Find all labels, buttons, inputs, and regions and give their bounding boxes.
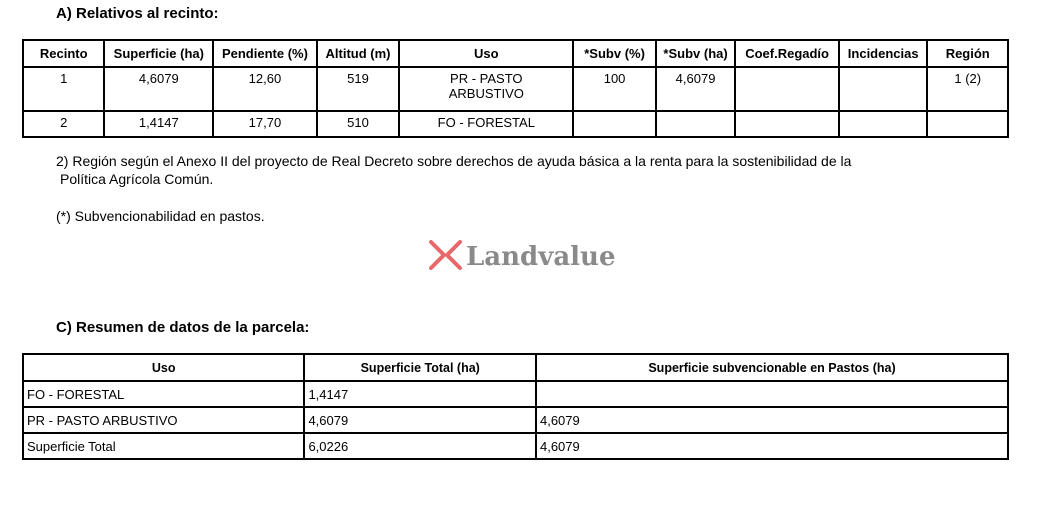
cell-subv-ha: 4,6079: [657, 68, 734, 110]
cell-region: [928, 112, 1007, 136]
cell-superficie-pastos: [537, 382, 1007, 406]
cell-incidencias: [840, 68, 927, 110]
cell-uso-line1: PR - PASTO: [450, 71, 523, 86]
header-altitud: Altitud (m): [318, 41, 399, 66]
cell-incidencias: [840, 112, 927, 136]
cell-altitud: 519: [318, 68, 399, 110]
region-note-line1: 2) Región según el Anexo II del proyecto de Real Decreto sobre derechos de ayuda básica a la renta para la sostenibilidad de la: [56, 153, 852, 169]
cell-pendiente: 17,70: [214, 112, 316, 136]
cell-superficie: 1,4147: [105, 112, 212, 136]
svg-text:Landvalue: Landvalue: [466, 242, 616, 272]
header-superficie-pastos: Superficie subvencionable en Pastos (ha): [537, 355, 1007, 380]
table-row: [24, 434, 1007, 458]
summary-table: [22, 353, 1009, 460]
subv-note: (*) Subvencionabilidad en pastos.: [56, 208, 265, 224]
table-row: [24, 382, 1007, 406]
recinto-table: [22, 39, 1009, 138]
header-uso: Uso: [400, 41, 572, 66]
header-recinto: Recinto: [24, 41, 103, 66]
header-pendiente: Pendiente (%): [214, 41, 316, 66]
cell-uso: FO - FORESTAL: [400, 112, 572, 136]
region-note: [56, 152, 946, 188]
cell-superficie-pastos: 4,6079: [537, 408, 1007, 432]
section-c-title: C) Resumen de datos de la parcela:: [56, 319, 310, 336]
landvalue-logo-icon: [427, 236, 637, 276]
header-incidencias: Incidencias: [840, 41, 927, 66]
cell-superficie-pastos: 4,6079: [537, 434, 1007, 458]
header-superficie: Superficie (ha): [105, 41, 212, 66]
cell-superficie-total: 6,0226: [305, 434, 535, 458]
cell-uso: PR - PASTO ARBUSTIVO: [24, 408, 303, 432]
cell-superficie-total: 4,6079: [305, 408, 535, 432]
header-region: Región: [928, 41, 1007, 66]
section-a-title: A) Relativos al recinto:: [56, 5, 219, 22]
table-header-row: [24, 355, 1007, 380]
header-superficie-total: Superficie Total (ha): [305, 355, 535, 380]
cell-uso-line2: ARBUSTIVO: [448, 86, 524, 101]
cell-pendiente: 12,60: [214, 68, 316, 110]
region-note-line2: Política Agrícola Común.: [60, 171, 214, 187]
cell-subv-pct: 100: [574, 68, 655, 110]
table-row: [24, 112, 1007, 136]
cell-recinto: 1: [24, 68, 103, 110]
header-subv-ha: *Subv (ha): [657, 41, 734, 66]
cell-uso: [400, 68, 572, 110]
cell-superficie: 4,6079: [105, 68, 212, 110]
table-row: [24, 408, 1007, 432]
cell-subv-ha: [657, 112, 734, 136]
cell-recinto: 2: [24, 112, 103, 136]
cell-subv-pct: [574, 112, 655, 136]
header-coef-regadio: Coef.Regadío: [736, 41, 838, 66]
cell-uso: Superficie Total: [24, 434, 303, 458]
landvalue-watermark: [427, 236, 637, 276]
cell-coef-regadio: [736, 112, 838, 136]
cell-region: 1 (2): [928, 68, 1007, 110]
table-header-row: [24, 41, 1007, 66]
header-uso: Uso: [24, 355, 303, 380]
cell-superficie-total: 1,4147: [305, 382, 535, 406]
header-subv-pct: *Subv (%): [574, 41, 655, 66]
table-row: [24, 68, 1007, 110]
cell-coef-regadio: [736, 68, 838, 110]
cell-uso: FO - FORESTAL: [24, 382, 303, 406]
cell-altitud: 510: [318, 112, 399, 136]
